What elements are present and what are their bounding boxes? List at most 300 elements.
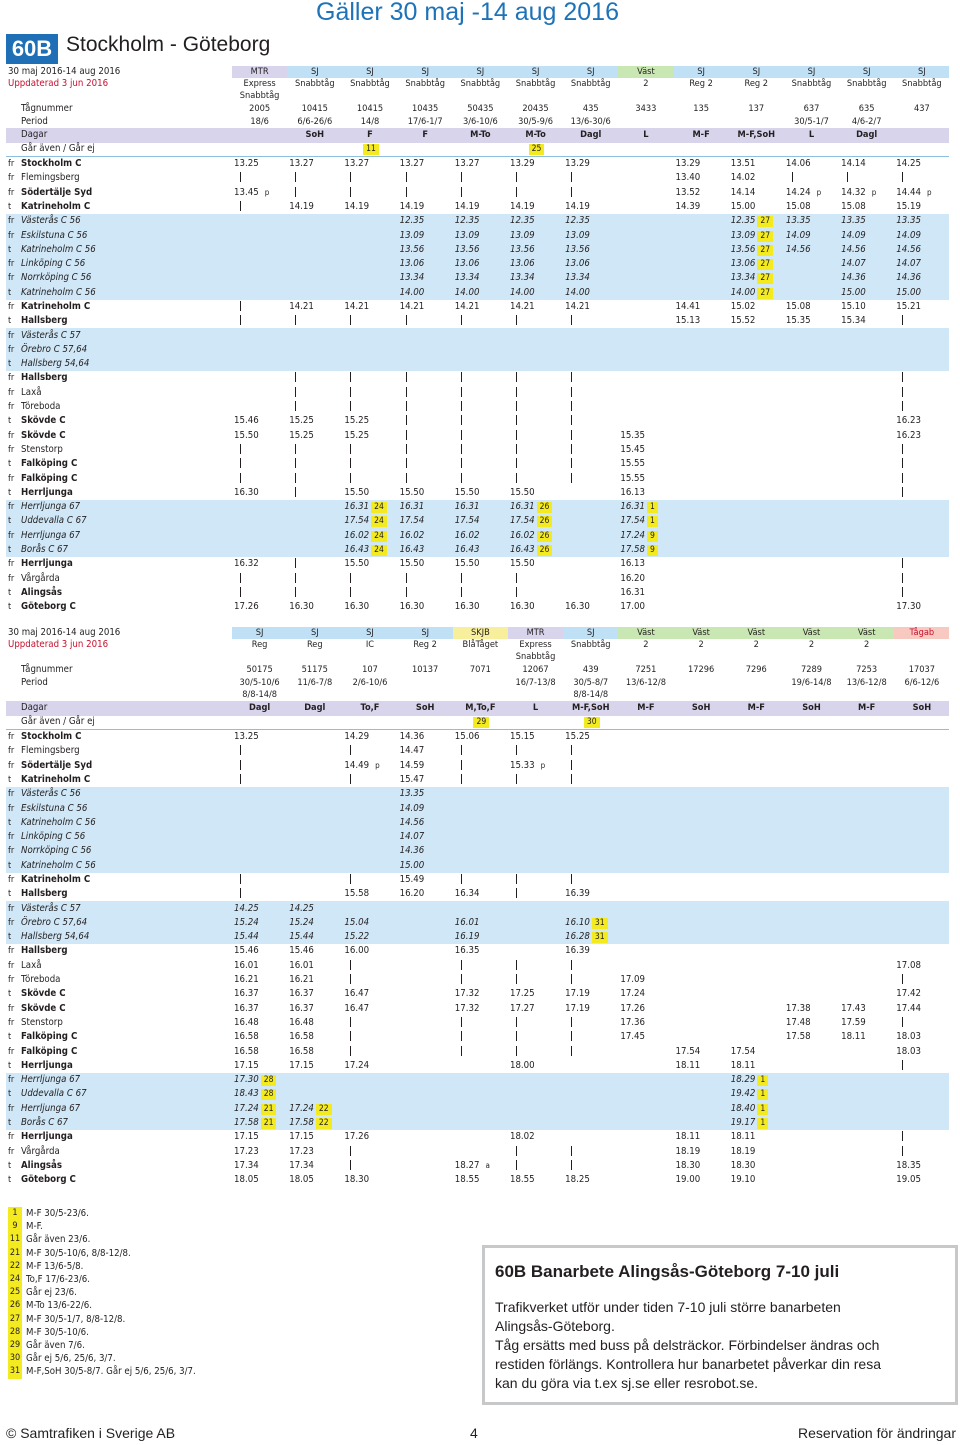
stop-note-marker: p: [816, 187, 822, 197]
footnote-number: 21: [8, 1247, 22, 1260]
arr-dep-marker: fr: [8, 917, 15, 928]
time-cell: [618, 744, 673, 758]
time-cell: [839, 514, 894, 528]
time-cell: [894, 887, 949, 901]
period-cell: [894, 689, 949, 701]
pass-through-marker: [902, 444, 903, 454]
time-cell: [563, 1130, 618, 1144]
time-cell: [342, 471, 397, 485]
time-cell: [398, 371, 453, 385]
time-cell: [453, 171, 508, 185]
product-cell: [453, 90, 508, 102]
time-cell: [674, 557, 729, 571]
time-cell: [453, 1130, 508, 1144]
time-cell: [563, 1087, 618, 1101]
stop-row: [6, 773, 949, 787]
pass-through-marker: [461, 473, 462, 483]
departure-time: 17.34: [234, 1159, 259, 1171]
footnote: [8, 1220, 196, 1233]
footnote-number: 11: [8, 1233, 22, 1246]
time-cell: [839, 844, 894, 858]
row-label: Går även / Går ej: [21, 143, 95, 155]
time-cell: [729, 1002, 784, 1016]
time-cell: [287, 586, 342, 600]
pass-through-marker: [461, 774, 462, 784]
time-cell: [232, 1073, 287, 1087]
time-cell: [784, 300, 839, 314]
time-cell: [232, 730, 287, 744]
time-cell: [398, 171, 453, 185]
time-cell: [674, 257, 729, 271]
time-cell: [618, 1173, 673, 1187]
station-name: Herrljunga: [21, 1131, 73, 1143]
time-cell: [729, 901, 784, 915]
time-cell: [342, 844, 397, 858]
time-cell: [729, 1016, 784, 1030]
product-cell: Express: [519, 639, 552, 650]
departure-time: 17.24: [344, 1059, 370, 1071]
time-cell: [508, 471, 563, 485]
arr-dep-marker: t: [8, 1060, 12, 1071]
time-cell: [839, 1044, 894, 1058]
pass-through-marker: [571, 1046, 572, 1056]
time-cell: [674, 1030, 729, 1044]
time-cell: [784, 930, 839, 944]
departure-time: 13.40: [675, 172, 701, 184]
time-cell: [894, 744, 949, 758]
time-cell: [839, 286, 894, 300]
time-cell: [342, 787, 397, 801]
train-number: 137: [748, 103, 765, 115]
time-cell: [894, 758, 949, 772]
pass-through-marker: [240, 201, 241, 211]
time-cell: [618, 228, 673, 242]
pass-through-marker: [902, 1146, 903, 1156]
operator-cell: SJ: [563, 627, 618, 639]
stop-row: [6, 443, 949, 457]
period-cell: [342, 689, 397, 701]
operator-cell: Väst: [618, 66, 673, 78]
time-cell: [784, 1130, 839, 1144]
pass-through-marker: [516, 187, 517, 197]
period-cell: [287, 689, 342, 701]
time-cell: [232, 1016, 287, 1030]
time-cell: [453, 572, 508, 586]
time-cell: [839, 1073, 894, 1087]
time-cell: [839, 830, 894, 844]
days-cell: Dagl: [839, 128, 894, 142]
spacer: [6, 716, 19, 730]
spacer: [6, 689, 232, 701]
time-cell: [674, 243, 729, 257]
station-name: Örebro C 57,64: [21, 343, 88, 355]
time-cell: [894, 1102, 949, 1116]
time-cell: [784, 787, 839, 801]
footnote-text: M-F 13/6-5/8.: [26, 1260, 84, 1272]
time-cell: [729, 758, 784, 772]
footnote-ref: 9: [647, 545, 658, 556]
departure-time: 16.58: [289, 1045, 314, 1057]
time-cell: [839, 557, 894, 571]
time-cell: [398, 959, 453, 973]
time-cell: [729, 429, 784, 443]
footnote-ref: 22: [316, 1104, 332, 1115]
pass-through-marker: [350, 874, 351, 884]
arr-dep-marker: fr: [8, 1017, 15, 1028]
time-cell: [674, 400, 729, 414]
time-cell: [784, 514, 839, 528]
time-cell: [453, 543, 508, 557]
time-cell: [784, 1159, 839, 1173]
time-cell: [398, 500, 453, 514]
time-cell: [287, 214, 342, 228]
pass-through-marker: [571, 401, 572, 411]
stop-row: [6, 171, 949, 185]
station-name: Stenstorp: [21, 1016, 63, 1028]
departure-time: 16.48: [289, 1016, 314, 1028]
arr-dep-marker: fr: [8, 946, 15, 957]
time-cell: [232, 414, 287, 428]
time-cell: [784, 185, 839, 199]
time-cell: [729, 887, 784, 901]
station-name: Katrineholm C 56: [21, 243, 96, 255]
time-cell: [342, 157, 397, 171]
time-cell: [839, 1159, 894, 1173]
time-cell: [398, 944, 453, 958]
time-cell: [618, 873, 673, 887]
time-cell: [232, 758, 287, 772]
stop-note-marker: p: [264, 187, 270, 197]
departure-time: 17.26: [620, 1002, 646, 1014]
time-cell: [563, 328, 618, 342]
pass-through-marker: [516, 387, 517, 397]
time-cell: [232, 844, 287, 858]
time-cell: [342, 816, 397, 830]
time-cell: [674, 887, 729, 901]
time-cell: [453, 1102, 508, 1116]
time-cell: [894, 916, 949, 930]
pass-through-marker: [902, 473, 903, 483]
time-cell: [618, 328, 673, 342]
exception-cell: [784, 143, 839, 157]
period-cell: [729, 116, 784, 128]
pass-through-marker: [461, 372, 462, 382]
product-cell: Express: [243, 78, 276, 89]
arr-dep-marker: fr: [8, 1075, 15, 1086]
train-number: 7253: [856, 664, 878, 676]
station-name: Norrköping C 56: [21, 272, 92, 284]
time-cell: [342, 257, 397, 271]
pass-through-marker: [516, 888, 517, 898]
departure-time: 15.15: [509, 731, 535, 743]
time-cell: [618, 429, 673, 443]
time-cell: [508, 486, 563, 500]
time-cell: [894, 1059, 949, 1073]
time-cell: [563, 586, 618, 600]
time-cell: [342, 457, 397, 471]
time-cell: [508, 1016, 563, 1030]
pass-through-marker: [350, 401, 351, 411]
departure-time: 16.35: [454, 945, 480, 957]
product-cell: Reg: [306, 639, 323, 650]
time-cell: [618, 357, 673, 371]
time-cell: [398, 414, 453, 428]
pass-through-marker: [571, 458, 572, 468]
time-cell: [784, 543, 839, 557]
footnote-ref: 1: [757, 1089, 768, 1100]
time-cell: [453, 1116, 508, 1130]
time-cell: [839, 171, 894, 185]
exception-cell: [674, 716, 729, 730]
period-label: 30 maj 2016-14 aug 2016: [8, 627, 121, 638]
time-cell: [563, 844, 618, 858]
departure-time: 15.35: [620, 429, 646, 441]
days-cell: M-To: [453, 128, 508, 142]
departure-time: 14.25: [234, 902, 259, 914]
arr-dep-marker: t: [8, 1032, 12, 1043]
time-cell: [342, 1173, 397, 1187]
departure-time: 18.43: [234, 1088, 259, 1100]
time-cell: [398, 486, 453, 500]
time-cell: [232, 443, 287, 457]
time-cell: [894, 400, 949, 414]
product-cell: Snabbtåg: [350, 78, 390, 89]
pass-through-marker: [295, 587, 296, 597]
time-cell: [839, 572, 894, 586]
pass-through-marker: [902, 1060, 903, 1070]
pass-through-marker: [902, 573, 903, 583]
time-cell: [287, 758, 342, 772]
time-cell: [729, 157, 784, 171]
footnote-text: Går även 7/6.: [26, 1340, 85, 1352]
departure-time: 16.31: [399, 501, 425, 513]
time-cell: [618, 1087, 673, 1101]
time-cell: [839, 744, 894, 758]
footnote: [8, 1365, 196, 1378]
departure-time: 12.35: [399, 215, 425, 227]
arr-dep-marker: fr: [8, 273, 15, 284]
time-cell: [729, 200, 784, 214]
time-cell: [618, 443, 673, 457]
days-cell: SoH: [674, 701, 729, 715]
time-cell: [508, 787, 563, 801]
pass-through-marker: [406, 187, 407, 197]
footnote-number: 22: [8, 1260, 22, 1273]
time-cell: [839, 214, 894, 228]
time-cell: [398, 600, 453, 614]
departure-time: 15.08: [841, 200, 866, 212]
product-cell: 2: [698, 639, 704, 650]
period-cell: 11/6-7/8: [297, 677, 333, 689]
departure-time: 17.24: [234, 1102, 259, 1114]
time-cell: [508, 443, 563, 457]
time-cell: [342, 557, 397, 571]
time-cell: [729, 730, 784, 744]
time-cell: [618, 257, 673, 271]
departure-time: 16.10: [565, 916, 590, 928]
time-cell: [618, 987, 673, 1001]
time-cell: [784, 859, 839, 873]
time-cell: [839, 414, 894, 428]
pass-through-marker: [240, 745, 241, 755]
days-cell: M-F,SoH: [563, 701, 618, 715]
footnote-ref: 27: [757, 245, 773, 256]
product-cell: [453, 651, 508, 663]
departure-time: 18.11: [675, 1059, 701, 1071]
time-cell: [232, 901, 287, 915]
station-name: Herrljunga: [21, 486, 73, 498]
pass-through-marker: [295, 487, 296, 497]
period-cell: 13/6-12/8: [846, 677, 887, 689]
station-name: Flemingsberg: [21, 745, 80, 757]
time-cell: [674, 1002, 729, 1016]
pass-through-marker: [902, 1017, 903, 1027]
train-number: 50175: [246, 664, 273, 676]
product-cell: [618, 651, 673, 663]
time-cell: [398, 228, 453, 242]
departure-time: 17.54: [344, 515, 370, 527]
pass-through-marker: [902, 387, 903, 397]
station-name: Flemingsberg: [21, 172, 80, 184]
arr-dep-marker: fr: [8, 559, 15, 570]
pass-through-marker: [571, 387, 572, 397]
time-cell: [563, 1116, 618, 1130]
time-cell: [563, 830, 618, 844]
time-cell: [618, 787, 673, 801]
arr-dep-marker: t: [8, 1175, 12, 1186]
arr-dep-marker: fr: [6, 730, 19, 744]
pass-through-marker: [406, 172, 407, 182]
time-cell: [508, 1159, 563, 1173]
time-cell: [784, 959, 839, 973]
departure-time: 18.29: [730, 1074, 756, 1086]
departure-time: 13.09: [399, 229, 425, 241]
time-cell: [839, 257, 894, 271]
time-cell: [453, 801, 508, 815]
stop-row: [6, 414, 949, 428]
time-cell: [232, 157, 287, 171]
time-cell: [563, 414, 618, 428]
departure-time: 16.01: [454, 916, 480, 928]
departure-time: 17.34: [289, 1159, 314, 1171]
time-cell: [453, 1159, 508, 1173]
time-cell: [563, 816, 618, 830]
departure-time: 17.54: [620, 515, 646, 527]
time-cell: [508, 1116, 563, 1130]
time-cell: [232, 357, 287, 371]
time-cell: [784, 901, 839, 915]
time-cell: [287, 371, 342, 385]
time-cell: [839, 271, 894, 285]
row-label: Dagar: [19, 701, 232, 715]
time-cell: [453, 243, 508, 257]
time-cell: [618, 1044, 673, 1058]
departure-time: 16.37: [234, 988, 259, 1000]
time-cell: [508, 414, 563, 428]
time-cell: [894, 959, 949, 973]
time-cell: [784, 443, 839, 457]
time-cell: [894, 328, 949, 342]
period-cell: [839, 689, 894, 701]
time-cell: [508, 1030, 563, 1044]
time-cell: [232, 257, 287, 271]
pass-through-marker: [516, 1160, 517, 1170]
time-cell: [729, 844, 784, 858]
station-name: Örebro C 57,64: [21, 916, 88, 928]
departure-time: 13.35: [896, 215, 921, 227]
time-cell: [729, 328, 784, 342]
time-cell: [729, 271, 784, 285]
departure-time: 14.07: [841, 258, 866, 270]
time-cell: [839, 457, 894, 471]
pass-through-marker: [571, 1031, 572, 1041]
footnote-text: M-F 30/5-23/6.: [26, 1208, 89, 1219]
time-cell: [729, 371, 784, 385]
time-cell: [674, 185, 729, 199]
departure-time: 13.27: [454, 158, 480, 170]
time-cell: [563, 758, 618, 772]
footnote-text: Går ej 23/6.: [26, 1287, 77, 1299]
footnote-text: M-F 30/5-1/7, 8/8-12/8.: [26, 1313, 126, 1325]
time-cell: [729, 214, 784, 228]
time-cell: [894, 386, 949, 400]
time-cell: [342, 371, 397, 385]
time-cell: [839, 386, 894, 400]
time-cell: [398, 787, 453, 801]
arr-dep-marker: t: [8, 316, 12, 327]
time-cell: [784, 386, 839, 400]
days-cell: L: [508, 701, 563, 715]
exception-cell: [342, 143, 397, 157]
time-cell: [287, 859, 342, 873]
operator-cell: SJ: [287, 66, 342, 78]
departure-time: 13.56: [565, 243, 590, 255]
footnote-text: Går ej 5/6, 25/6, 3/7.: [26, 1353, 116, 1365]
time-cell: [674, 1087, 729, 1101]
time-cell: [618, 414, 673, 428]
time-cell: [232, 830, 287, 844]
time-cell: [453, 930, 508, 944]
pass-through-marker: [240, 473, 241, 483]
departure-time: 13.29: [565, 158, 590, 170]
time-cell: [232, 429, 287, 443]
period-cell: 14/8: [360, 116, 380, 128]
departure-time: 15.58: [344, 888, 370, 900]
time-cell: [453, 500, 508, 514]
pass-through-marker: [406, 401, 407, 411]
time-cell: [508, 944, 563, 958]
stop-row: [6, 1145, 949, 1159]
time-cell: [784, 1044, 839, 1058]
time-cell: [563, 243, 618, 257]
departure-time: 18.19: [730, 1145, 756, 1157]
time-cell: [729, 830, 784, 844]
pass-through-marker: [461, 444, 462, 454]
time-cell: [232, 1173, 287, 1187]
departure-time: 16.43: [454, 544, 480, 556]
departure-time: 14.21: [454, 301, 480, 312]
time-cell: [674, 1044, 729, 1058]
time-cell: [342, 887, 397, 901]
time-cell: [398, 443, 453, 457]
product-cell: 2: [753, 639, 759, 650]
time-cell: [618, 844, 673, 858]
pass-through-marker: [295, 458, 296, 468]
departure-time: 17.24: [620, 529, 646, 541]
departure-time: 16.30: [454, 601, 480, 613]
train-number-row: [6, 663, 949, 677]
time-cell: [894, 816, 949, 830]
